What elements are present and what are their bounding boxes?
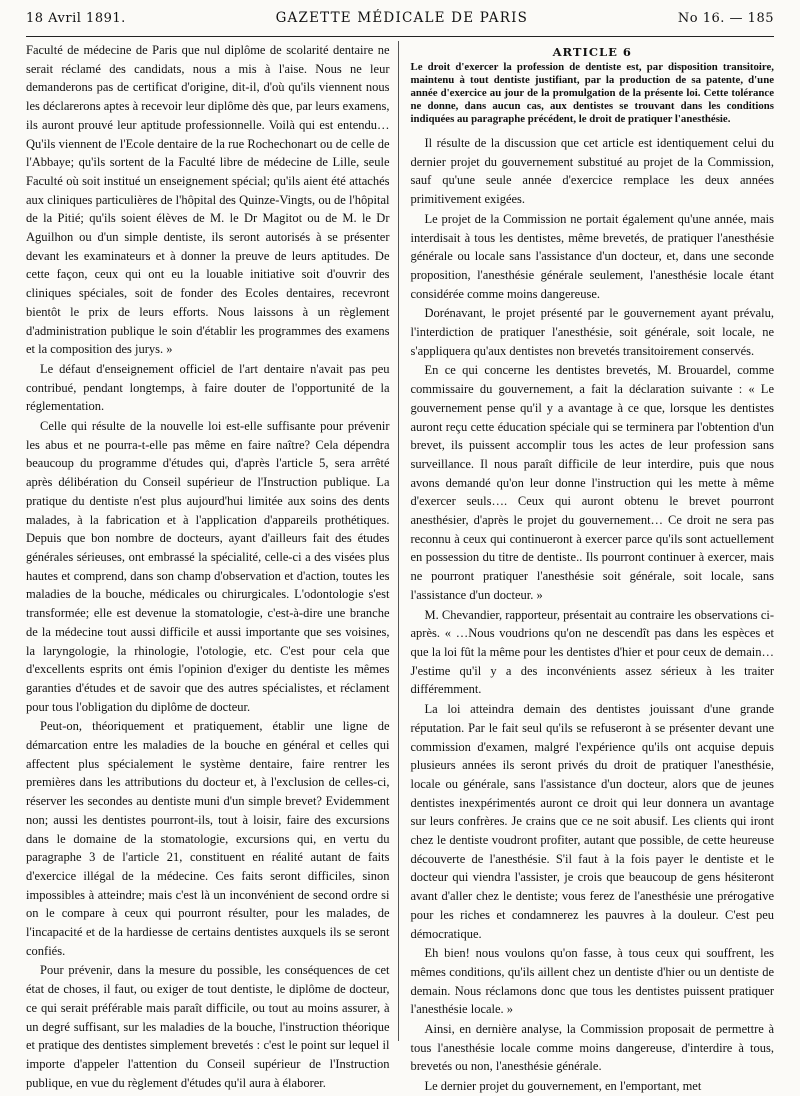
paragraph: Eh bien! nous voulons qu'on fasse, à tous ceux qui souffrent, les mêmes conditions, qu'ils aillent chez un dentiste d'hier ou un dentiste de demain. Nous réclamons donc que tous les dentistes puissent pratiquer l'anesthésie locale. »: [410, 946, 774, 1017]
header-title: GAZETTE MÉDICALE DE PARIS: [275, 10, 529, 26]
left-column: [26, 41, 399, 1090]
paragraph: Peut-on, théoriquement et pratiquement, établir une ligne de démarcation entre les maladies de la bouche en général et celles qui affectent plus spécialement le système dentaire, faire rentrer les premières dans les attributions du docteur et, à l'exclusion de celles-ci, réserver les secondes au dentiste muni d'un simple brevet? Evidemment non; aussi les dentistes pourront-ils, tout à loisir, faire des excursions dans le domaine de la stomatologie, excursions qui, en vertu du paragraphe 3 de l'article 21, constituent en réalité autant de faits d'exercice illégal de la médecine. Ces faits seront difficiles, sinon impossibles à atteindre; mais c'est là un inconvénient de second ordre si on le compare à ceux qui pourront résulter, pour les malades, de l'incapacité et de la hardiesse de certains dentistes auxquels ils se seront confiés.: [26, 719, 390, 958]
columns: [26, 41, 774, 1094]
article-text: Le droit d'exercer la profession de dentiste est, par disposition transitoire, maintenu à tout dentiste justifiant, par la production de sa patente, d'une année d'exercice au jour de la promulgation de la présente loi. Cette tolérance ne donne, dans aucun cas, aux dentistes se trouvant dans les conditions indiquées au paragraphe précédent, le droit de pratiquer l'anesthésie.: [410, 61, 774, 125]
paragraph: Dorénavant, le projet présenté par le gouvernement ayant prévalu, l'interdiction de pratiquer l'anesthésie, soit générale, soit locale, ne s'appliquera qu'aux dentistes non brevetés transitoirement conservés.: [410, 306, 774, 358]
page-header: [26, 10, 774, 32]
paragraph: Le défaut d'enseignement officiel de l'art dentaire n'avait pas peu contribué, pendant longtemps, à faire douter de l'opportunité de la réglementation.: [26, 361, 390, 414]
paragraph: M. Chevandier, rapporteur, présentait au contraire les observations ci-après. « …Nous voudrions qu'on ne descendît pas dans les espèces et que la loi fût la même pour les dentistes d'hier et pour ceux de demain… J'estime qu'il y a des inconvénients assez sérieux à les traiter différemment.: [410, 607, 774, 697]
header-date: 18 Avril 1891.: [26, 11, 126, 26]
paragraph: Il résulte de la discussion que cet article est identiquement celui du dernier projet du gouvernement substitué au projet de la Commission, sauf qu'une seule année d'exercice remplace les deux années primitivement exigées.: [410, 136, 774, 207]
right-column: [409, 41, 775, 1094]
paragraph: Le projet de la Commission ne portait également qu'une année, mais interdisait à tous les dentistes, même brevetés, de pratiquer l'anesthésie générale ou locale sans l'assistance d'un docteur, et, dans une seconde proposition, l'anesthésie générale seulement, l'anesthésie locale étant considérée comme moins dangereuse.: [410, 211, 774, 301]
paragraph: Le dernier projet du gouvernement, en l'emportant, met: [424, 1079, 702, 1094]
paragraph: En ce qui concerne les dentistes brevetés, M. Brouardel, comme commissaire du gouvernement, a fait la déclaration suivante : « Le gouvernement pense qu'il y a avantage à ce que, lorsque les dentistes auront reçu cette éducation spéciale qui se terminera par l'obtention d'un brevet, ils puissent accomplir tous les actes de leur profession sans surveillance. Il nous paraît difficile de leur interdire, puis que nous avons demandé qu'on leur donne l'instruction qui les mette à même d'exercer seuls…. Ceux qui auront obtenu le brevet pourront anesthésier, d'après le projet du gouvernement… Ce droit ne sera pas reconnu à ceux qui continueront à exercer parce qu'ils sont actuellement en possession du titre de dentiste.. Ils pourront continuer à exercer, mais ne pourront pratiquer l'anesthésie soit générale, soit locale, sans l'assistance d'un docteur. »: [410, 363, 774, 602]
paragraph: La loi atteindra demain des dentistes jouissant d'une grande réputation. Par le fait seul qu'ils se refuseront à se présenter devant une commission d'examen, malgré l'expérience qu'ils ont acquise depuis plusieurs années ils seront privés du droit de pratiquer l'anesthésie, locale ou générale, sans l'assistance d'un docteur, alors que de jeunes dentistes inexpérimentés auront ce droit qui leur donnera un avantage sur leurs confrères. Je crains que ce ne soit abusif. Les clients qui iront chez le dentiste voudront profiter, autant que possible, de cette heureuse découverte de l'anesthésie. S'il faut à la fois payer le dentiste et le docteur qui viendra l'assister, je crois que beaucoup de gens hésiteront avant d'aller chez le dentiste; vous ferez de l'anesthésie une prérogative pour les riches et condamnerez les pauvres à la douleur. C'est peu démocratique.: [410, 702, 774, 941]
paragraph: Celle qui résulte de la nouvelle loi est-elle suffisante pour prévenir les abus et ne pourra-t-elle pas même en faire naître? Cela dépendra beaucoup du programme d'études qui, d'après l'article 5, sera arrêté après délibération du Conseil supérieur de l'Instruction publique. La pratique du dentiste n'est plus aujourd'hui limitée aux soins des dents malades, à la fabrication et à l'application d'appareils prothétiques. Depuis que bon nombre de docteurs, ayant d'ailleurs fait des études générales sérieuses, ont embrassé la spécialité, celle-ci a des visées plus hautes et comprend, dans son champ d'observation et d'action, toutes les maladies de la bouche, médicales ou chirurgicales. L'odontologie s'est transformée; elle est devenue la stomatologie, c'est-à-dire une branche de la médecine tout aussi difficile et aussi importante que ses voisines, la laryngologie, la rhinologie, l'otologie, etc. C'est pour cela que d'excellents esprits ont émis l'opinion d'exiger du dentiste les mêmes garanties d'études et de savoir que des autres spécialistes, et réclament pour tous l'obligation du diplôme de docteur.: [26, 419, 390, 714]
paragraph: Faculté de médecine de Paris que nul diplôme de scolarité dentaire ne serait réclamé des candidats, nous a mis à l'aise. Nous ne leur demanderons pas de certificat d'origine, dit-il, d'où qu'ils viennent nous les déclarerons aptes à recevoir leur diplôme dès que, par leurs examens, ils auront prouvé leur aptitude professionnelle. Voilà qui est entendu… Qu'ils viennent de l'Ecole dentaire de la rue Rochechonart ou de celle de l'Abbaye; qu'ils sortent de la Faculté libre de médecine de Lille, seule Faculté où soit institué un enseignement spécial; qu'ils aient été attachés aux cliniques particulières de l'hôpital des Quinze-Vingts, ou de l'hôpital de la Pitié; qu'ils soient élèves de M. le Dr Magitot ou de M. le Dr Aguilhon ou d'un simple dentiste, ils seront autorisés à se présenter devant les examinateurs et à donner la preuve de leurs aptitudes. De cette façon, ceux qui ont eu la louable initiative soit d'ouvrir des cliniques spéciales, soit de fonder des Ecoles dentaires, recevront bientôt le prix de leurs efforts. Nous laissons à un règlement d'administration publique le soin d'établir les programmes des examens et la composition des jurys. »: [26, 43, 390, 357]
paragraph: Pour prévenir, dans la mesure du possible, les conséquences de cet état de choses, il faut, ou exiger de tout dentiste, le diplôme de docteur, ce qui serait préférable mais paraît difficile, ou tout au moins assurer, à un degré suffisant, sur les maladies de la bouche, l'instruction théorique et pratique des dentistes simplement brevetés : c'est le point sur lequel il importe d'appeler l'attention du Conseil supérieur de l'Instruction publique, en vue du règlement d'études qu'il aura à élaborer.: [26, 963, 390, 1090]
paragraph: Ainsi, en dernière analyse, la Commission proposait de permettre à tous l'anesthésie locale comme moins dangereuse, d'interdire à tous, brevetés ou non, l'anesthésie générale.: [410, 1022, 774, 1074]
header-issue: No 16. — 185: [677, 11, 774, 26]
article-title: ARTICLE 6: [552, 45, 632, 59]
header-rule: [26, 36, 774, 37]
